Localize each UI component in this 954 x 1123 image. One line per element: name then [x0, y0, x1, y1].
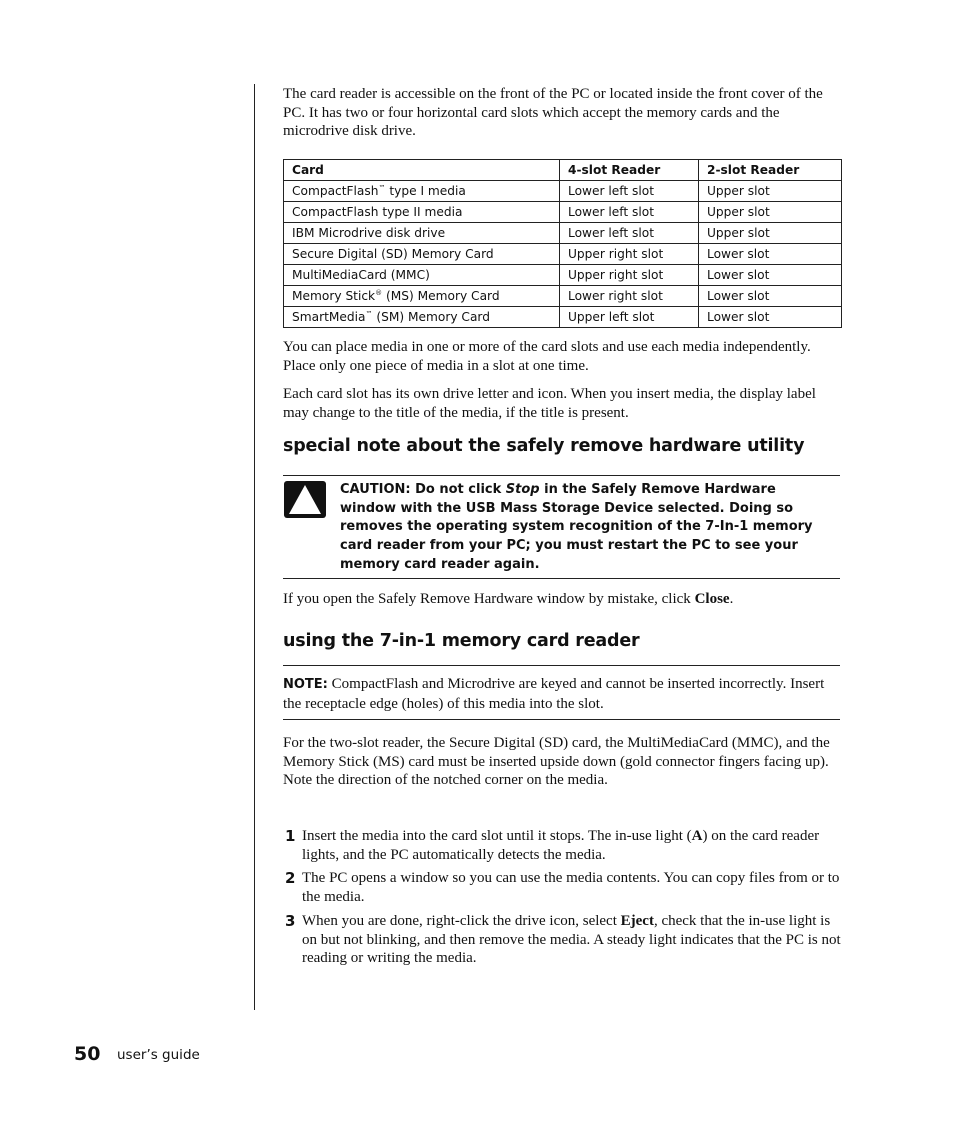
- intro-block: [283, 85, 843, 141]
- cell-card: [284, 223, 560, 244]
- cell-2-slot: Lower slot: [699, 286, 842, 307]
- trademark-mark: ™: [365, 310, 373, 318]
- text-part: If you open the Safely Remove Hardware window by mistake, click: [283, 591, 695, 607]
- card-slot-table: [283, 159, 842, 328]
- card-name-rest: (MS) Memory Card: [382, 289, 500, 303]
- para-independent-use: [283, 338, 843, 375]
- cell-card: [284, 244, 560, 265]
- card-name: CompactFlash type II media: [292, 205, 463, 219]
- cell-4-slot: Lower right slot: [560, 286, 699, 307]
- body-paragraph: [283, 590, 843, 609]
- step-number: 1: [285, 827, 296, 845]
- margin-rule: [254, 84, 255, 1010]
- intro-paragraph: The card reader is accessible on the front of the PC or located inside the front cover of the PC. It has two or four horizontal card slots which accept the memory cards and the microdrive disk drive.: [283, 86, 823, 140]
- note-top-rule: [283, 665, 840, 666]
- cell-card: [284, 307, 560, 328]
- caution-bottom-rule: [283, 578, 840, 579]
- list-item: [283, 869, 843, 906]
- header-2-slot: 2-slot Reader: [699, 160, 842, 181]
- cell-2-slot: Upper slot: [699, 181, 842, 202]
- cell-card: [284, 265, 560, 286]
- card-name: MultiMediaCard (MMC): [292, 268, 430, 282]
- table-row: [284, 307, 842, 328]
- body-paragraph: Each card slot has its own drive letter and icon. When you insert media, the display label may change to the title of the media, if the title is present.: [283, 386, 816, 421]
- cell-4-slot: Lower left slot: [560, 223, 699, 244]
- step-text: [302, 827, 843, 864]
- page-number: 50: [74, 1043, 101, 1065]
- table-row: [284, 286, 842, 307]
- caution-top-rule: [283, 475, 840, 476]
- body-paragraph: You can place media in one or more of the card slots and use each media independently. Place only one piece of media in a slot at one time.: [283, 339, 811, 374]
- note-text: CompactFlash and Microdrive are keyed and cannot be inserted incorrectly. Insert the receptacle edge (holes) of this media into the slot.: [283, 676, 825, 712]
- para-drive-letter: [283, 385, 843, 422]
- step-number: 2: [285, 869, 296, 887]
- cell-card: [284, 181, 560, 202]
- header-card: Card: [284, 160, 560, 181]
- table-row: [284, 223, 842, 244]
- card-name-rest: (SM) Memory Card: [372, 310, 490, 324]
- card-name: SmartMedia: [292, 310, 366, 324]
- text-part: When you are done, right-click the drive icon, select: [302, 913, 621, 929]
- card-name: Memory Stick: [292, 289, 376, 303]
- caution-text-part: CAUTION: Do not click: [340, 482, 506, 497]
- eject-term: Eject: [620, 913, 654, 929]
- close-term: Close: [694, 591, 730, 607]
- para-close-window: [283, 590, 843, 609]
- text-part: Insert the media into the card slot until it stops. The in-use light (: [302, 828, 692, 844]
- cell-2-slot: Lower slot: [699, 265, 842, 286]
- table-row: [284, 244, 842, 265]
- table-row: [284, 265, 842, 286]
- cell-4-slot: Lower left slot: [560, 181, 699, 202]
- body-paragraph: For the two-slot reader, the Secure Digital (SD) card, the MultiMediaCard (MMC), and the Memory Stick (MS) card must be inserted upside down (gold connector fingers facing up). Note the direction of the notched corner on the media.: [283, 735, 830, 789]
- cell-4-slot: Upper left slot: [560, 307, 699, 328]
- card-name: Secure Digital (SD) Memory Card: [292, 247, 494, 261]
- para-two-slot: [283, 734, 843, 790]
- warning-triangle-icon: [284, 481, 326, 518]
- table-row: [284, 181, 842, 202]
- table-row: [284, 202, 842, 223]
- cell-card: [284, 202, 560, 223]
- cell-2-slot: Lower slot: [699, 307, 842, 328]
- footer-label: user’s guide: [117, 1047, 200, 1063]
- section-heading-using-reader: using the 7-in-1 memory card reader: [283, 631, 640, 651]
- note-box: [283, 675, 828, 713]
- step-text: [302, 912, 843, 968]
- list-item: [283, 827, 843, 864]
- cell-card: [284, 286, 560, 307]
- cell-4-slot: Lower left slot: [560, 202, 699, 223]
- text-part: , check that the in-use light is on but not blinking, and then remove the media. A steady light indicates that the PC is not reading or writing the media.: [302, 913, 841, 967]
- caution-message: [340, 481, 830, 575]
- table-header-row: [284, 160, 842, 181]
- cell-2-slot: Upper slot: [699, 202, 842, 223]
- trademark-mark: ™: [378, 184, 386, 192]
- step-text: [302, 869, 843, 906]
- header-4-slot: 4-slot Reader: [560, 160, 699, 181]
- text-part: ) on the card reader lights, and the PC automatically detects the media.: [302, 828, 820, 863]
- caution-text-part: in the Safely Remove Hardware window with the USB Mass Storage Device selected. Doing so removes the operating system recognition of the 7-In-1 memory card reader from your PC; you must restart the PC to see your memory card reader again.: [340, 482, 813, 572]
- card-name-rest: type I media: [385, 184, 466, 198]
- section-heading-safely-remove: special note about the safely remove hardware utility: [283, 436, 805, 456]
- step-number: 3: [285, 912, 296, 930]
- card-table-wrapper: [283, 159, 843, 328]
- card-name: CompactFlash: [292, 184, 379, 198]
- cell-2-slot: Upper slot: [699, 223, 842, 244]
- registered-mark: ®: [375, 289, 383, 297]
- card-name: IBM Microdrive disk drive: [292, 226, 446, 240]
- cell-2-slot: Lower slot: [699, 244, 842, 265]
- caution-stop-term: Stop: [505, 482, 540, 497]
- cell-4-slot: Upper right slot: [560, 244, 699, 265]
- cell-4-slot: Upper right slot: [560, 265, 699, 286]
- in-use-light-label: A: [691, 828, 703, 844]
- note-bottom-rule: [283, 719, 840, 720]
- list-item: [283, 912, 843, 968]
- text-part: .: [729, 591, 734, 607]
- text-part: The PC opens a window so you can use the media contents. You can copy files from or to the media.: [302, 870, 840, 905]
- note-label: NOTE:: [283, 677, 328, 692]
- caution-icon: [284, 481, 326, 518]
